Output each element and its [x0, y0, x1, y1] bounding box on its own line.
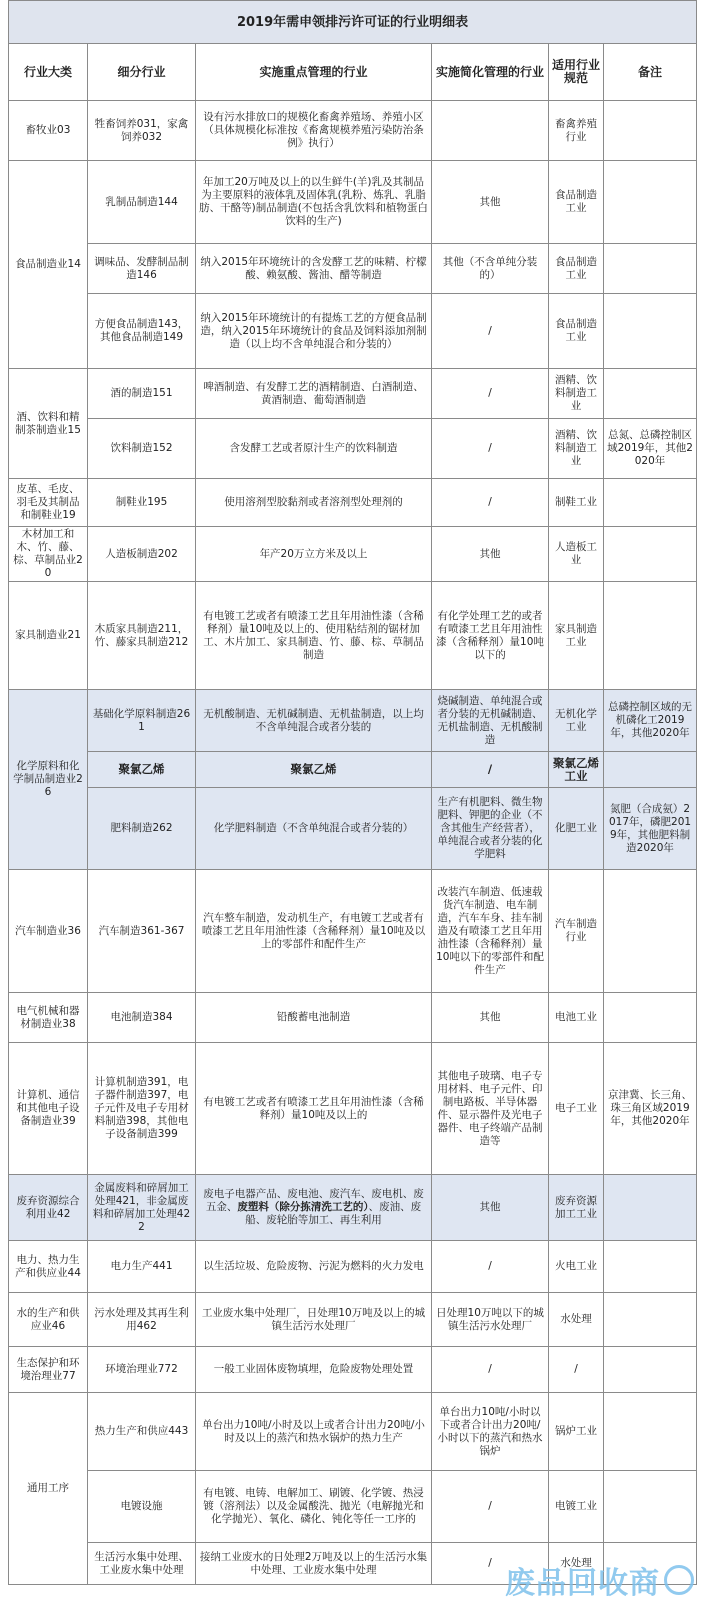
simple-cell: 其他: [432, 993, 549, 1043]
table-row: [9, 1293, 697, 1347]
key-cell: 设有污水排放口的规模化畜禽养殖场、养殖小区（具体规模化标准按《畜禽规模养殖污染防治条例》执行）: [196, 101, 432, 161]
major-cell: 木材加工和木、竹、藤、棕、草制品业20: [9, 527, 88, 582]
spec-cell: 火电工业: [549, 1241, 604, 1293]
simple-cell: /: [432, 479, 549, 527]
table-row: [9, 527, 697, 582]
major-cell: 皮革、毛皮、羽毛及其制品和制鞋业19: [9, 479, 88, 527]
header-note: 备注: [604, 44, 697, 101]
simple-cell: 改装汽车制造、低速载货汽车制造、电车制造，汽车车身、挂车制造及有喷漆工艺且年用油性漆（含稀释剂）量10吨以下的零部件和配件生产: [432, 870, 549, 993]
note-cell: [604, 294, 697, 369]
sub-cell: 乳制品制造144: [88, 161, 196, 244]
sub-cell: 污水处理及其再生利用462: [88, 1293, 196, 1347]
table-row: [9, 369, 697, 419]
simple-cell: 其他电子玻璃、电子专用材料、电子元件、印制电路板、半导体器件、显示器件及光电子器件、电子终端产品制造等: [432, 1043, 549, 1175]
note-cell: [604, 1293, 697, 1347]
simple-cell: 其他（不含单纯分装的）: [432, 244, 549, 294]
table-row: [9, 419, 697, 479]
major-cell: 汽车制造业36: [9, 870, 88, 993]
table-row: [9, 1393, 697, 1471]
simple-cell: 日处理10万吨以下的城镇生活污水处理厂: [432, 1293, 549, 1347]
spec-cell: 锅炉工业: [549, 1393, 604, 1471]
spec-cell: 家具制造工业: [549, 582, 604, 690]
simple-cell: 有化学处理工艺的或者有喷漆工艺且年用油性漆（含稀释剂）量10吨以下的: [432, 582, 549, 690]
key-cell: 有电镀工艺或者有喷漆工艺且年用油性漆（含稀释剂）量10吨及以上的、使用粘结剂的锯材加工、木片加工、家具制造、竹、藤、棕、草制品制造: [196, 582, 432, 690]
table-row: [9, 788, 697, 870]
note-cell: [604, 870, 697, 993]
header-major: 行业大类: [9, 44, 88, 101]
key-cell: 工业废水集中处理厂，日处理10万吨及以上的城镇生活污水处理厂: [196, 1293, 432, 1347]
note-cell: 京津冀、长三角、珠三角区域2019年，其他2020年: [604, 1043, 697, 1175]
spec-cell: 酒精、饮料制造工业: [549, 419, 604, 479]
note-cell: 氮肥（合成氨）2017年，磷肥2019年，其他肥料制造2020年: [604, 788, 697, 870]
key-cell: 化学肥料制造（不含单纯混合或者分装的）: [196, 788, 432, 870]
simple-cell: 生产有机肥料、微生物肥料、钾肥的企业（不含其他生产经营者），单纯混合或者分装的化学肥料: [432, 788, 549, 870]
simple-cell: 烧碱制造、单纯混合或者分装的无机碱制造、无机盐制造、无机酸制造: [432, 690, 549, 752]
header-spec: 适用行业规范: [549, 44, 604, 101]
major-cell: 通用工序: [9, 1393, 88, 1585]
table-row: [9, 161, 697, 244]
key-cell: [196, 1175, 432, 1241]
key-cell: 年加工20万吨及以上的以生鲜牛(羊)乳及其制品为主要原料的液体乳及固体乳(乳粉、炼乳、乳脂肪、干酪等)制品制造(不包括含乳饮料和植物蛋白饮料的生产): [196, 161, 432, 244]
simple-cell: /: [432, 752, 549, 788]
key-cell: 使用溶剂型胶黏剂或者溶剂型处理剂的: [196, 479, 432, 527]
spec-cell: 食品制造工业: [549, 161, 604, 244]
table-row: [9, 1471, 697, 1543]
table-row: [9, 479, 697, 527]
key-cell: 有电镀、电铸、电解加工、刷镀、化学镀、热浸镀（溶剂法）以及金属酸洗、抛光（电解抛光和化学抛光）、氧化、磷化、钝化等任一工序的: [196, 1471, 432, 1543]
sub-cell: 金属废料和碎屑加工处理421，非金属废料和碎屑加工处理422: [88, 1175, 196, 1241]
sub-cell: 电池制造384: [88, 993, 196, 1043]
spec-cell: 人造板工业: [549, 527, 604, 582]
key-cell: 单台出力10吨/小时及以上或者合计出力20吨/小时及以上的蒸汽和热水锅炉的热力生产: [196, 1393, 432, 1471]
simple-cell: 其他: [432, 527, 549, 582]
major-cell: 生态保护和环境治理业77: [9, 1347, 88, 1393]
ring-icon: [664, 1565, 694, 1595]
key-cell: 啤酒制造、有发酵工艺的酒精制造、白酒制造、黄酒制造、葡萄酒制造: [196, 369, 432, 419]
sub-cell: 木质家具制造211，竹、藤家具制造212: [88, 582, 196, 690]
sub-cell: 汽车制造361-367: [88, 870, 196, 993]
header-simple: 实施简化管理的行业: [432, 44, 549, 101]
key-cell: 聚氯乙烯: [196, 752, 432, 788]
simple-cell: [432, 101, 549, 161]
simple-cell: /: [432, 1471, 549, 1543]
key-cell: 铅酸蓄电池制造: [196, 993, 432, 1043]
sub-cell: 酒的制造151: [88, 369, 196, 419]
spec-cell: 制鞋工业: [549, 479, 604, 527]
table-row: [9, 752, 697, 788]
note-cell: 总磷控制区域的无机磷化工2019年，其他2020年: [604, 690, 697, 752]
major-cell: 水的生产和供应业46: [9, 1293, 88, 1347]
key-cell: 含发酵工艺或者原汁生产的饮料制造: [196, 419, 432, 479]
spec-cell: /: [549, 1347, 604, 1393]
simple-cell: /: [432, 419, 549, 479]
table-row: [9, 1175, 697, 1241]
simple-cell: 其他: [432, 161, 549, 244]
spec-cell: 废弃资源加工工业: [549, 1175, 604, 1241]
sub-cell: 饮料制造152: [88, 419, 196, 479]
sub-cell: 肥料制造262: [88, 788, 196, 870]
note-cell: [604, 101, 697, 161]
note-cell: [604, 582, 697, 690]
note-cell: [604, 1241, 697, 1293]
note-cell: [604, 527, 697, 582]
spec-cell: 无机化学工业: [549, 690, 604, 752]
spec-cell: 电子工业: [549, 1043, 604, 1175]
major-cell: 电力、热力生产和供应业44: [9, 1241, 88, 1293]
sub-cell: 电镀设施: [88, 1471, 196, 1543]
simple-cell: /: [432, 1347, 549, 1393]
major-cell: 家具制造业21: [9, 582, 88, 690]
table-row: [9, 690, 697, 752]
simple-cell: 其他: [432, 1175, 549, 1241]
major-cell: 废弃资源综合利用业42: [9, 1175, 88, 1241]
simple-cell: /: [432, 1543, 549, 1585]
major-cell: 食品制造业14: [9, 161, 88, 369]
simple-cell: /: [432, 294, 549, 369]
key-cell: 纳入2015年环境统计的有提炼工艺的方便食品制造，纳入2015年环境统计的食品及饲料添加剂制造（以上均不含单纯混合和分装的）: [196, 294, 432, 369]
sub-cell: 调味品、发酵制品制造146: [88, 244, 196, 294]
note-cell: [604, 1175, 697, 1241]
sub-cell: 人造板制造202: [88, 527, 196, 582]
spec-cell: 水处理: [549, 1293, 604, 1347]
major-cell: 计算机、通信和其他电子设备制造业39: [9, 1043, 88, 1175]
header-row: [9, 44, 697, 101]
sub-cell: 制鞋业195: [88, 479, 196, 527]
key-cell: 纳入2015年环境统计的含发酵工艺的味精、柠檬酸、赖氨酸、酱油、醋等制造: [196, 244, 432, 294]
sub-cell: 方便食品制造143，其他食品制造149: [88, 294, 196, 369]
spec-cell: 聚氯乙烯工业: [549, 752, 604, 788]
table-row: [9, 870, 697, 993]
spec-cell: 食品制造工业: [549, 294, 604, 369]
note-cell: 总氮、总磷控制区域2019年，其他2020年: [604, 419, 697, 479]
spec-cell: 酒精、饮料制造工业: [549, 369, 604, 419]
note-cell: [604, 479, 697, 527]
spec-cell: 食品制造工业: [549, 244, 604, 294]
sub-cell: 热力生产和供应443: [88, 1393, 196, 1471]
note-cell: [604, 1471, 697, 1543]
sub-cell: 生活污水集中处理、工业废水集中处理: [88, 1543, 196, 1585]
sub-cell: 基础化学原料制造261: [88, 690, 196, 752]
table-row: [9, 993, 697, 1043]
key-text-a: 废电子电器产品、废电池、废汽车、废电机、废五金、: [203, 1188, 424, 1213]
watermark: [505, 1562, 694, 1601]
key-text-bold: 废塑料（除分拣清洗工艺的）: [237, 1201, 369, 1213]
spec-cell: 汽车制造行业: [549, 870, 604, 993]
table-row: [9, 294, 697, 369]
key-cell: 无机酸制造、无机碱制造、无机盐制造，以上均不含单纯混合或者分装的: [196, 690, 432, 752]
header-sub: 细分行业: [88, 44, 196, 101]
simple-cell: /: [432, 1241, 549, 1293]
sub-cell: 牲畜饲养031，家禽饲养032: [88, 101, 196, 161]
spec-cell: 电池工业: [549, 993, 604, 1043]
table-row: [9, 1043, 697, 1175]
note-cell: [604, 369, 697, 419]
key-cell: 一般工业固体废物填埋，危险废物处理处置: [196, 1347, 432, 1393]
note-cell: [604, 1393, 697, 1471]
sub-cell: 聚氯乙烯: [88, 752, 196, 788]
key-cell: 接纳工业废水的日处理2万吨及以上的生活污水集中处理、工业废水集中处理: [196, 1543, 432, 1585]
note-cell: [604, 1347, 697, 1393]
major-cell: 电气机械和器材制造业38: [9, 993, 88, 1043]
key-cell: 年产20万立方米及以上: [196, 527, 432, 582]
table-title: 2019年需申领排污许可证的行业明细表: [9, 1, 697, 44]
major-cell: 酒、饮料和精制茶制造业15: [9, 369, 88, 479]
table-row: [9, 244, 697, 294]
table-row: [9, 1241, 697, 1293]
major-cell: 化学原料和化学制品制造业26: [9, 690, 88, 870]
key-text-c: 、废油、废船、废轮胎等加工、再生利用: [245, 1201, 422, 1226]
license-table: [8, 0, 697, 1585]
major-cell: 畜牧业03: [9, 101, 88, 161]
note-cell: [604, 244, 697, 294]
watermark-text: 废品回收商: [505, 1566, 660, 1601]
table-row: [9, 582, 697, 690]
sub-cell: 环境治理业772: [88, 1347, 196, 1393]
sub-cell: 计算机制造391，电子器件制造397，电子元件及电子专用材料制造398，其他电子设备制造399: [88, 1043, 196, 1175]
note-cell: [604, 161, 697, 244]
header-key: 实施重点管理的行业: [196, 44, 432, 101]
key-cell: 有电镀工艺或者有喷漆工艺且年用油性漆（含稀释剂）量10吨及以上的: [196, 1043, 432, 1175]
table-row: [9, 101, 697, 161]
note-cell: [604, 752, 697, 788]
table-row: [9, 1347, 697, 1393]
sub-cell: 电力生产441: [88, 1241, 196, 1293]
simple-cell: 单台出力10吨/小时以下或者合计出力20吨/小时以下的蒸汽和热水锅炉: [432, 1393, 549, 1471]
spec-cell: 化肥工业: [549, 788, 604, 870]
note-cell: [604, 993, 697, 1043]
key-cell: 汽车整车制造，发动机生产，有电镀工艺或者有喷漆工艺且年用油性漆（含稀释剂）量10吨及以上的零部件和配件生产: [196, 870, 432, 993]
spec-cell: 水处理: [549, 1543, 604, 1585]
spec-cell: 电镀工业: [549, 1471, 604, 1543]
spec-cell: 畜禽养殖行业: [549, 101, 604, 161]
key-cell: 以生活垃圾、危险废物、污泥为燃料的火力发电: [196, 1241, 432, 1293]
simple-cell: /: [432, 369, 549, 419]
